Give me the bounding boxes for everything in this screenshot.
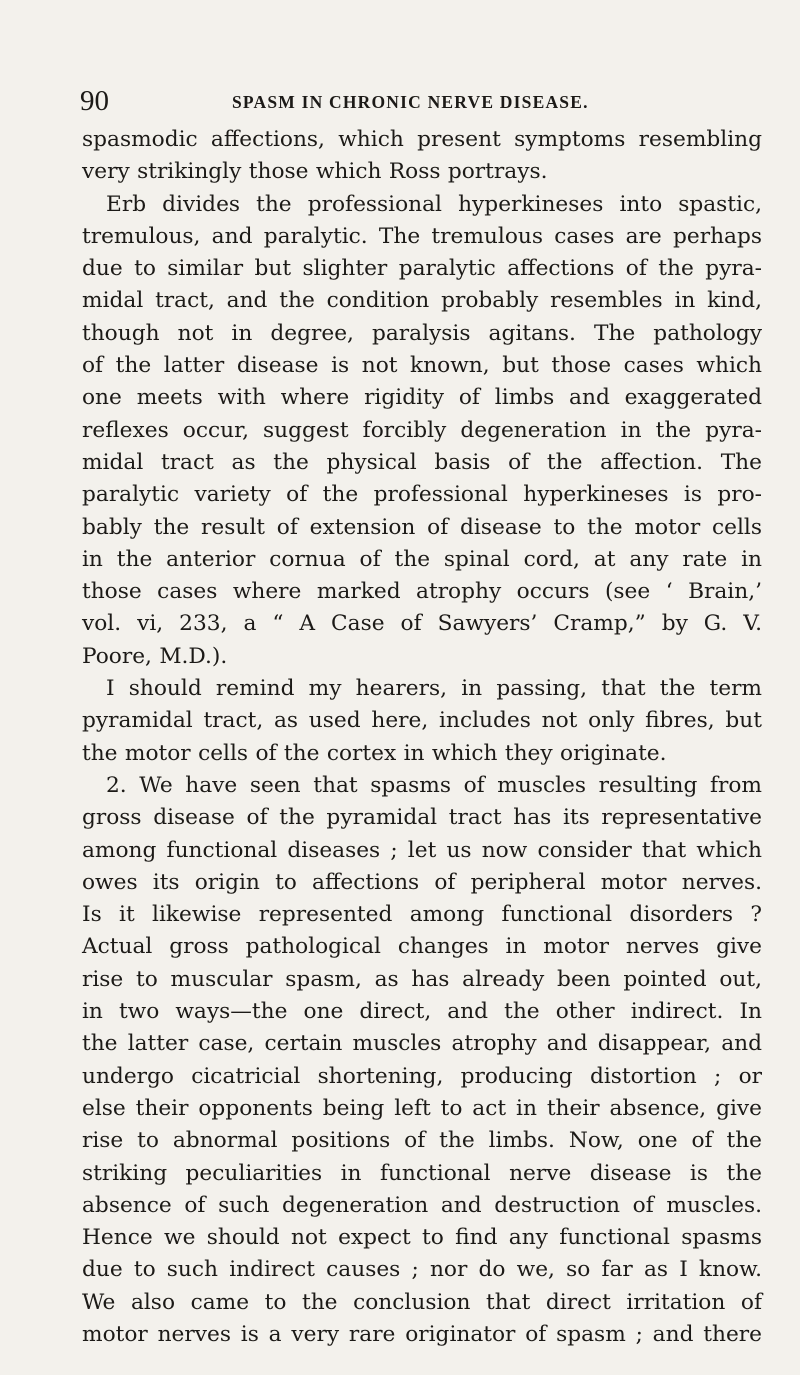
page-header: [80, 86, 765, 120]
text-line: Hence we should not expect to find any functional spasms: [82, 1225, 762, 1251]
page-number: 90: [80, 85, 109, 117]
text-line: spasmodic affections, which present symptoms resembling: [82, 127, 762, 152]
text-line: among functional diseases ; let us now consider that which: [82, 837, 762, 863]
text-line: due to such indirect causes ; nor do we, so far as I know.: [82, 1257, 762, 1283]
text-line: the motor cells of the cortex in which they originate.: [82, 740, 667, 766]
text-line: rise to abnormal positions of the limbs. Now, one of the: [82, 1128, 762, 1154]
text-line: very strikingly those which Ross portrays.: [82, 159, 548, 185]
text-line: We also came to the conclusion that direct irritation of: [82, 1289, 762, 1315]
text-line: motor nerves is a very rare originator of spasm ; and there: [82, 1321, 762, 1347]
text-line: rise to muscular spasm, as has already been pointed out,: [82, 966, 762, 992]
text-line: I should remind my hearers, in passing, that the term: [106, 676, 762, 702]
text-line: Poore, M.D.).: [82, 643, 228, 669]
text-line: tremulous, and paralytic. The tremulous cases are perhaps: [82, 223, 762, 249]
text-line: in the anterior cornua of the spinal cord, at any rate in: [82, 546, 762, 572]
text-line: due to similar but slighter paralytic affections of the pyra-: [82, 256, 762, 282]
text-line: those cases where marked atrophy occurs (see ‘ Brain,’: [82, 579, 762, 605]
text-line: the latter case, certain muscles atrophy and disappear, and: [82, 1031, 762, 1057]
text-line: vol. vi, 233, a “ A Case of Sawyers’ Cramp,” by G. V.: [82, 611, 762, 637]
text-line: pyramidal tract, as used here, includes not only fibres, but: [82, 708, 762, 734]
text-line: 2. We have seen that spasms of muscles resulting from: [106, 772, 762, 798]
text-line: bably the result of extension of disease to the motor cells: [82, 514, 762, 540]
text-line: Actual gross pathological changes in motor nerves give: [82, 934, 762, 960]
text-line: in two ways—the one direct, and the other indirect. In: [82, 999, 762, 1025]
text-line: striking peculiarities in functional nerve disease is the: [82, 1160, 762, 1186]
text-line: Is it likewise represented among functional disorders ?: [82, 902, 762, 928]
text-line: owes its origin to affections of peripheral motor nerves.: [82, 869, 762, 895]
text-line: absence of such degeneration and destruction of muscles.: [82, 1192, 762, 1218]
text-line: gross disease of the pyramidal tract has its representative: [82, 805, 762, 831]
text-line: midal tract, and the condition probably resembles in kind,: [82, 288, 762, 314]
text-line: though not in degree, paralysis agitans. The pathology: [82, 320, 762, 346]
text-line: Erb divides the professional hyperkineses into spastic,: [106, 191, 762, 217]
running-title: SPASM IN CHRONIC NERVE DISEASE.: [232, 92, 589, 112]
text-line: paralytic variety of the professional hyperkineses is pro-: [82, 482, 762, 508]
body-text: [82, 124, 762, 1351]
text-line: midal tract as the physical basis of the affection. The: [82, 449, 762, 475]
text-line: of the latter disease is not known, but those cases which: [82, 353, 762, 379]
text-line: one meets with where rigidity of limbs and exaggerated: [82, 385, 762, 411]
text-line: undergo cicatricial shortening, producing distortion ; or: [82, 1063, 762, 1089]
text-line: else their opponents being left to act in their absence, give: [82, 1095, 762, 1121]
text-line: reflexes occur, suggest forcibly degeneration in the pyra-: [82, 417, 762, 443]
